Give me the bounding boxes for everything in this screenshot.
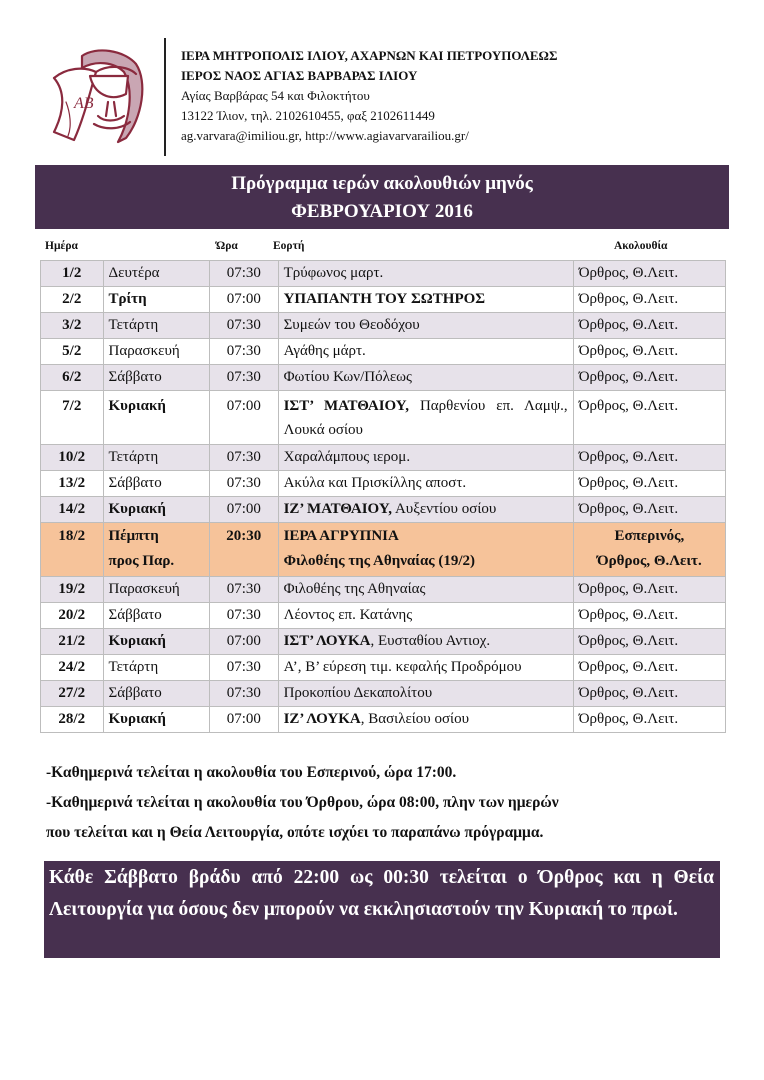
row-feast: Τρύφωνος μαρτ.	[278, 261, 573, 287]
feast-bold: ΙΣΤ’ ΜΑΤΘΑΙΟΥ,	[283, 398, 410, 414]
table-row	[41, 339, 726, 365]
row-time: 07:30	[210, 681, 279, 707]
row-weekday: Σάββατο	[103, 365, 210, 391]
church-logo-icon	[44, 42, 156, 150]
row-date: 5/2	[41, 339, 104, 365]
row-service: Όρθρος, Θ.Λειτ.	[573, 365, 725, 391]
row-weekday: Σάββατο	[103, 681, 210, 707]
schedule-table	[40, 260, 726, 733]
feast-rest: , Ευσταθίου Αντιοχ.	[370, 633, 491, 649]
row-date: 2/2	[41, 287, 104, 313]
column-header-service: Ακολουθία	[614, 240, 668, 252]
church-name: ΙΕΡΟΣ ΝΑΟΣ ΑΓΙΑΣ ΒΑΡΒΑΡΑΣ ΙΛΙΟΥ	[181, 68, 418, 83]
weekday-line-1: Πέμπτη	[108, 528, 159, 544]
row-date: 21/2	[41, 629, 104, 655]
row-service: Όρθρος, Θ.Λειτ.	[573, 339, 725, 365]
row-weekday: Κυριακή	[103, 629, 210, 655]
row-weekday: Παρασκευή	[103, 339, 210, 365]
row-service: Όρθρος, Θ.Λειτ.	[573, 313, 725, 339]
row-feast	[278, 629, 573, 655]
row-date: 27/2	[41, 681, 104, 707]
note-matins: -Καθημερινά τελείται η ακολουθία του Όρθρου, ώρα 08:00, πλην των ημερών	[46, 794, 559, 811]
row-weekday: Κυριακή	[103, 497, 210, 523]
row-feast: ΥΠΑΠΑΝΤΗ ΤΟΥ ΣΩΤΗΡΟΣ	[278, 287, 573, 313]
row-service	[573, 523, 725, 577]
schedule-title	[35, 165, 729, 229]
feast-bold: ΙΖ’ ΜΑΤΘΑΙΟΥ,	[283, 501, 393, 517]
row-feast: Φιλοθέης της Αθηναίας	[278, 577, 573, 603]
row-service: Όρθρος, Θ.Λειτ.	[573, 681, 725, 707]
row-service: Όρθρος, Θ.Λειτ.	[573, 603, 725, 629]
row-service: Όρθρος, Θ.Λειτ.	[573, 655, 725, 681]
feast-line-2: Φιλοθέης της Αθηναίας (19/2)	[283, 553, 476, 569]
feast-rest: , Βασιλείου οσίου	[360, 711, 470, 727]
row-weekday: Σάββατο	[103, 603, 210, 629]
table-row	[41, 655, 726, 681]
table-row	[41, 445, 726, 471]
feast-line-1: ΙΕΡΑ ΑΓΡΥΠΝΙΑ	[283, 528, 399, 544]
feast-bold: ΙΖ’ ΛΟΥΚΑ	[283, 711, 361, 727]
row-time: 07:00	[210, 497, 279, 523]
church-contact: ag.varvara@imiliou.gr, http://www.agiavarvarailiou.gr/	[181, 128, 469, 143]
table-row	[41, 497, 726, 523]
row-date: 6/2	[41, 365, 104, 391]
daily-notes	[46, 758, 722, 848]
row-feast: Χαραλάμπους ιερομ.	[278, 445, 573, 471]
row-weekday: Τετάρτη	[103, 655, 210, 681]
row-weekday: Κυριακή	[103, 707, 210, 733]
row-time: 07:00	[210, 287, 279, 313]
church-address: Αγίας Βαρβάρας 54 και Φιλοκτήτου	[181, 88, 370, 103]
row-time: 07:30	[210, 655, 279, 681]
row-feast: Ακύλα και Πρισκίλλης αποστ.	[278, 471, 573, 497]
row-feast: Λέοντος επ. Κατάνης	[278, 603, 573, 629]
table-row	[41, 603, 726, 629]
row-service: Όρθρος, Θ.Λειτ.	[573, 445, 725, 471]
row-weekday: Παρασκευή	[103, 577, 210, 603]
row-time: 07:00	[210, 707, 279, 733]
row-date: 3/2	[41, 313, 104, 339]
row-feast: Αγάθης μάρτ.	[278, 339, 573, 365]
row-date: 7/2	[41, 391, 104, 445]
feast-rest: Αυξεντίου οσίου	[392, 501, 497, 517]
row-date: 18/2	[41, 523, 104, 577]
row-time: 07:00	[210, 629, 279, 655]
row-time: 07:30	[210, 577, 279, 603]
table-row	[41, 287, 726, 313]
weekday-line-2: προς Παρ.	[108, 553, 175, 569]
row-service: Όρθρος, Θ.Λειτ.	[573, 471, 725, 497]
table-row	[41, 391, 726, 445]
table-row	[41, 261, 726, 287]
table-row	[41, 365, 726, 391]
row-weekday: Σάββατο	[103, 471, 210, 497]
row-feast	[278, 523, 573, 577]
row-service: Όρθρος, Θ.Λειτ.	[573, 391, 725, 445]
logo-letters: ΑΒ	[74, 95, 94, 112]
row-feast: Συμεών του Θεοδόχου	[278, 313, 573, 339]
row-feast: Προκοπίου Δεκαπολίτου	[278, 681, 573, 707]
row-date: 20/2	[41, 603, 104, 629]
table-row	[41, 313, 726, 339]
row-service: Όρθρος, Θ.Λειτ.	[573, 261, 725, 287]
row-date: 1/2	[41, 261, 104, 287]
church-phone: 13122 Ίλιον, τηλ. 2102610455, φαξ 2102611449	[181, 108, 435, 123]
header-block	[181, 46, 557, 146]
title-line-1: Πρόγραμμα ιερών ακολουθιών μηνός	[231, 173, 533, 194]
row-service: Όρθρος, Θ.Λειτ.	[573, 497, 725, 523]
service-line-1: Εσπερινός,	[614, 528, 685, 544]
row-date: 10/2	[41, 445, 104, 471]
column-header-day: Ημέρα	[45, 240, 78, 252]
metropolis-name: ΙΕΡΑ ΜΗΤΡΟΠΟΛΙΣ ΙΛΙΟΥ, ΑΧΑΡΝΩΝ ΚΑΙ ΠΕΤΡΟΥΠΟΛΕΩΣ	[181, 48, 558, 63]
note-vespers: -Καθημερινά τελείται η ακολουθία του Εσπερινού, ώρα 17:00.	[46, 764, 457, 781]
row-time: 07:30	[210, 471, 279, 497]
table-row	[41, 577, 726, 603]
row-time: 07:30	[210, 445, 279, 471]
row-feast	[278, 391, 573, 445]
row-date: 24/2	[41, 655, 104, 681]
row-weekday: Τετάρτη	[103, 313, 210, 339]
table-row	[41, 629, 726, 655]
header-divider	[164, 38, 166, 156]
saturday-notice: Κάθε Σάββατο βράδυ από 22:00 ως 00:30 τελείται ο Όρθρος και η Θεία Λειτουργία για όσους δεν μπορούν να εκκλησιαστούν την Κυριακή το πρωί.	[44, 861, 720, 958]
table-row	[41, 471, 726, 497]
row-service: Όρθρος, Θ.Λειτ.	[573, 577, 725, 603]
row-time: 07:00	[210, 391, 279, 445]
table-row-vigil	[41, 523, 726, 577]
row-time: 07:30	[210, 313, 279, 339]
row-service: Όρθρος, Θ.Λειτ.	[573, 707, 725, 733]
row-date: 28/2	[41, 707, 104, 733]
table-row	[41, 681, 726, 707]
row-date: 14/2	[41, 497, 104, 523]
row-weekday	[103, 523, 210, 577]
feast-bold: ΙΣΤ’ ΛΟΥΚΑ	[283, 633, 371, 649]
service-line-2: Όρθρος, Θ.Λειτ.	[596, 553, 702, 569]
title-line-2: ΦΕΒΡΟΥΑΡΙΟΥ 2016	[291, 201, 473, 222]
row-date: 19/2	[41, 577, 104, 603]
row-service: Όρθρος, Θ.Λειτ.	[573, 629, 725, 655]
row-time: 07:30	[210, 603, 279, 629]
row-time: 20:30	[210, 523, 279, 577]
row-weekday: Δευτέρα	[103, 261, 210, 287]
column-header-feast: Εορτή	[273, 240, 305, 252]
row-feast: Α’, Β’ εύρεση τιμ. κεφαλής Προδρόμου	[278, 655, 573, 681]
row-date: 13/2	[41, 471, 104, 497]
column-header-time: Ώρα	[216, 240, 238, 252]
row-feast: Φωτίου Κων/Πόλεως	[278, 365, 573, 391]
row-weekday: Τετάρτη	[103, 445, 210, 471]
row-time: 07:30	[210, 365, 279, 391]
row-weekday: Τρίτη	[103, 287, 210, 313]
feast-rest: Παρθενίου επ. Λαμψ., Λουκά οσίου	[283, 398, 568, 438]
row-time: 07:30	[210, 339, 279, 365]
table-row	[41, 707, 726, 733]
row-service: Όρθρος, Θ.Λειτ.	[573, 287, 725, 313]
row-time: 07:30	[210, 261, 279, 287]
row-feast	[278, 707, 573, 733]
row-weekday: Κυριακή	[103, 391, 210, 445]
note-matins-cont: που τελείται και η Θεία Λειτουργία, οπότε ισχύει το παραπάνω πρόγραμμα.	[46, 824, 544, 841]
row-feast	[278, 497, 573, 523]
